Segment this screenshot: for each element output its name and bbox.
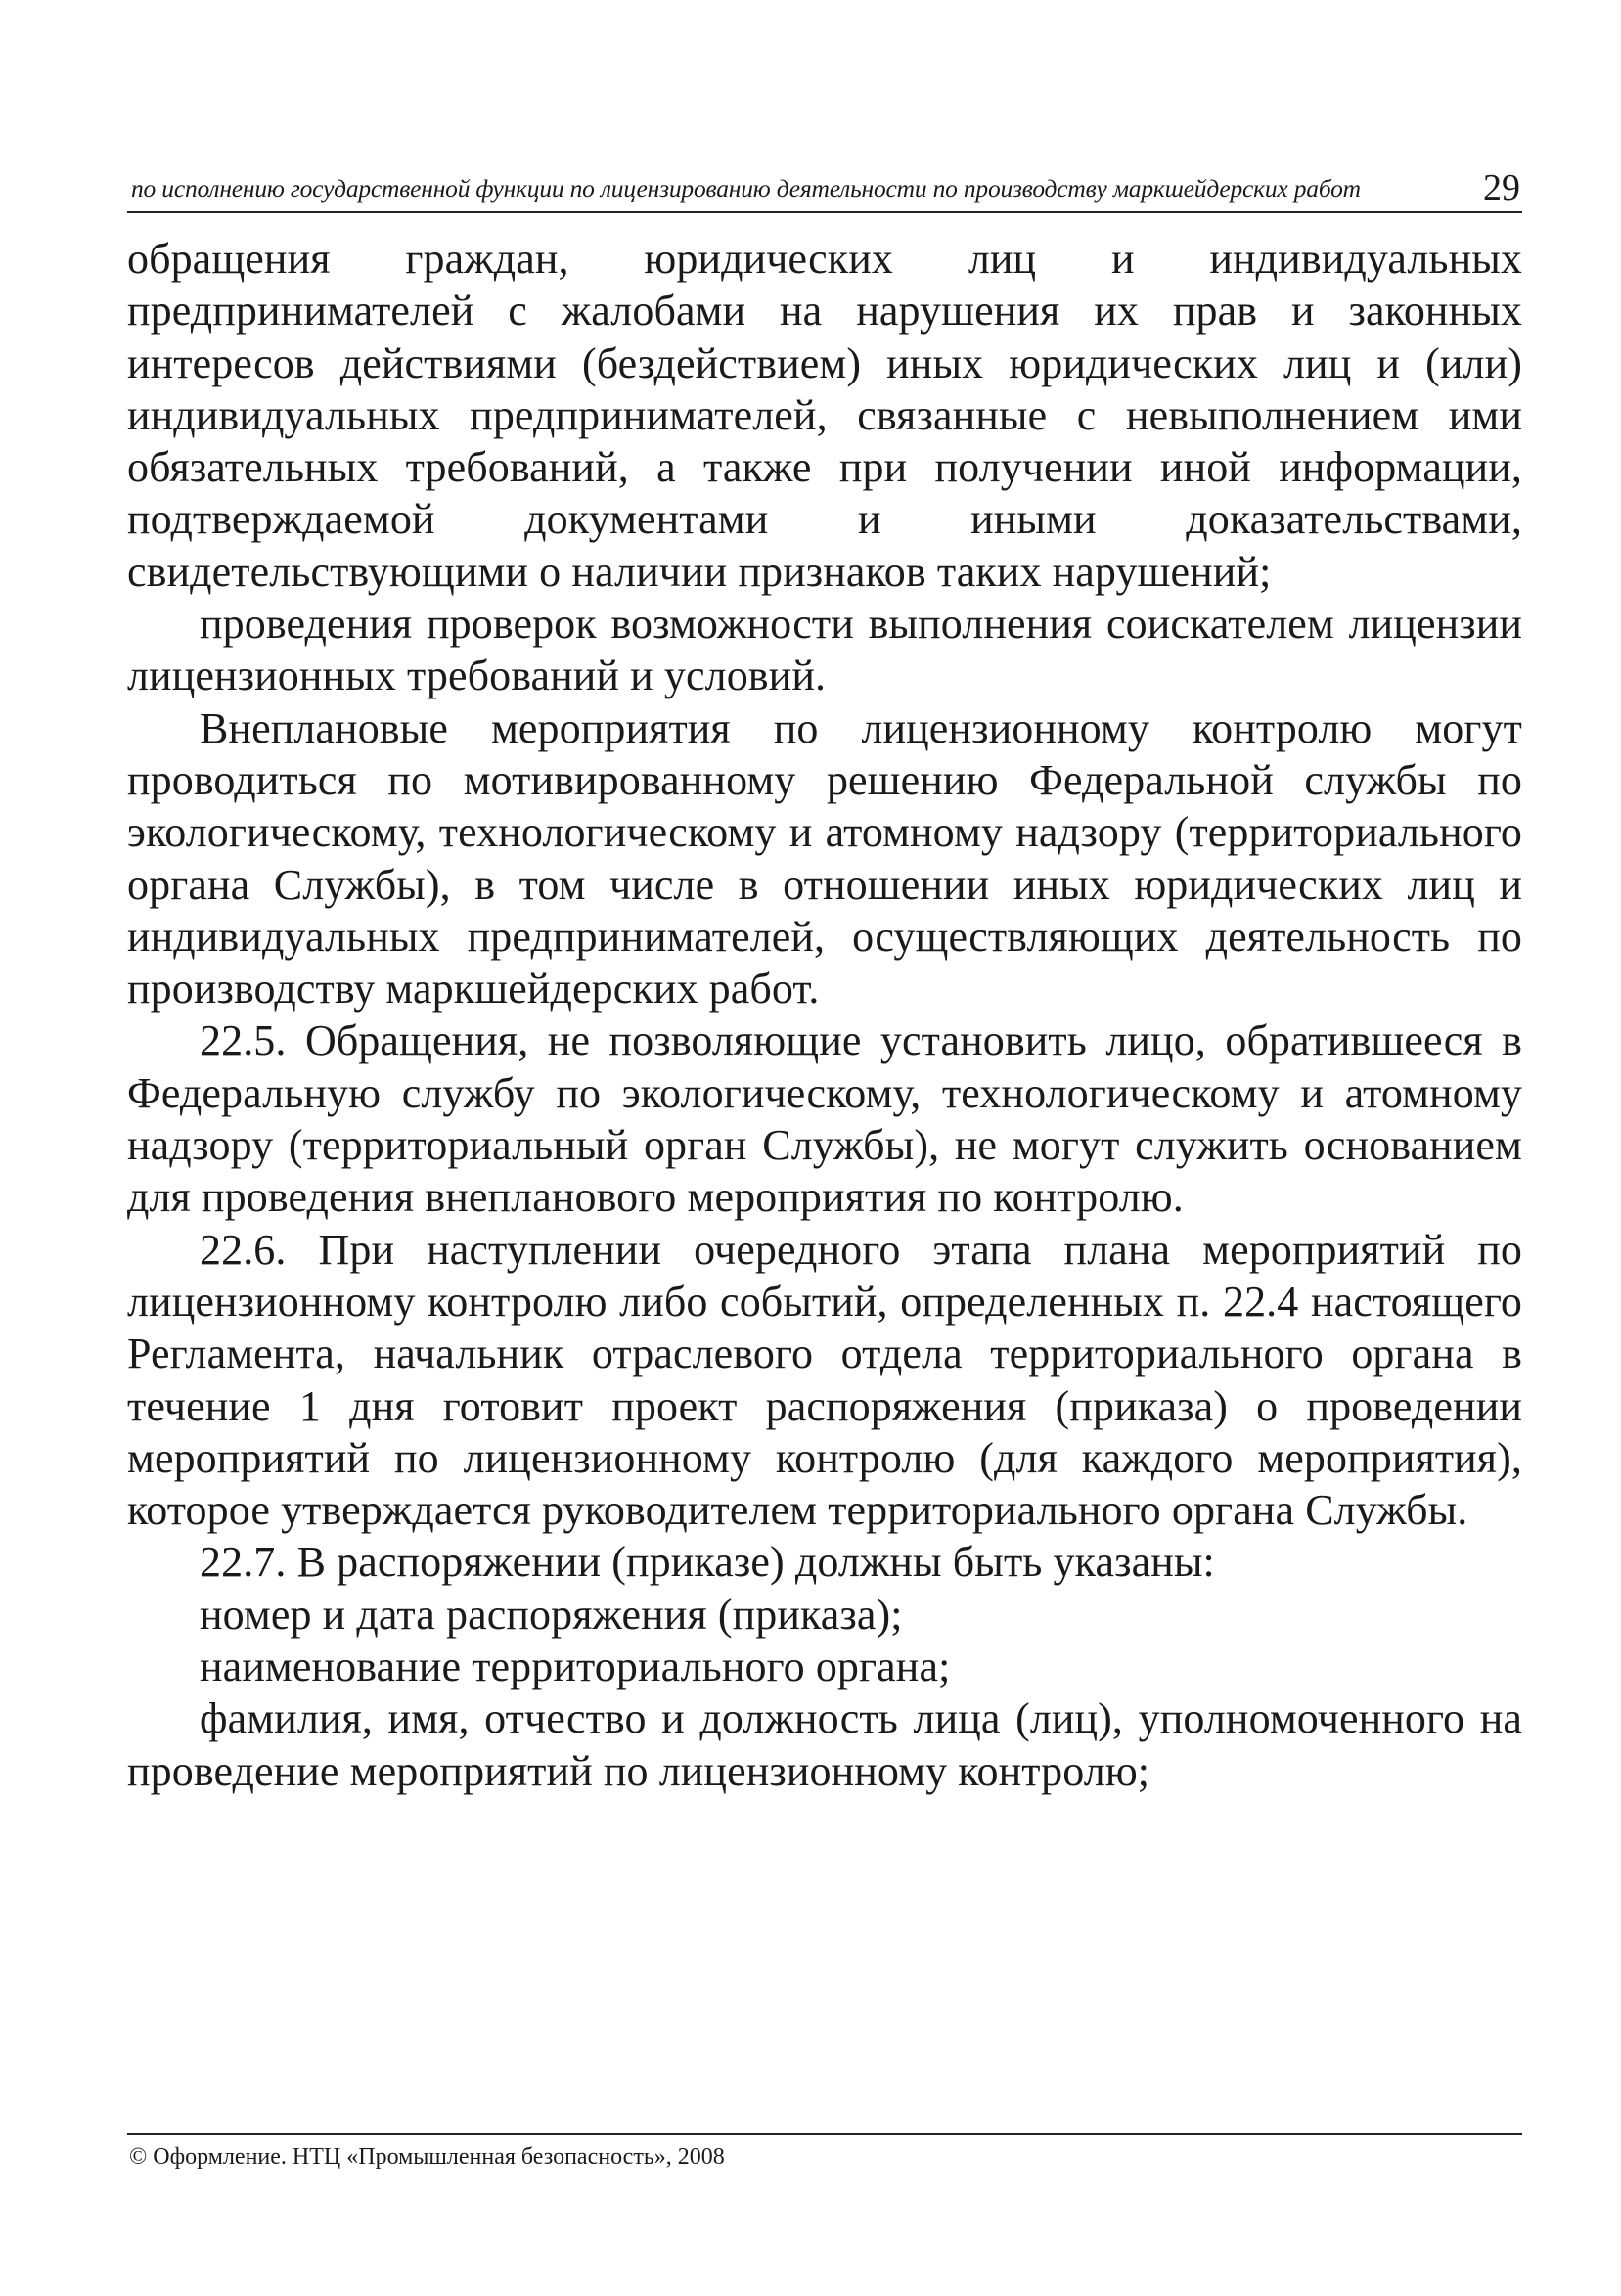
paragraph-22-5: 22.5. Обращения, не позволяющие установить лицо, обратившееся в Федеральную службу по экологическому, технологическому и атомному надзору (территориальный орган Службы), не могут служить основанием для проведения внепланового мероприятия по контролю. — [127, 1016, 1522, 1222]
list-item-order-number-date: номер и дата распоряжения (приказа); — [200, 1590, 903, 1639]
page-footer — [127, 2133, 1522, 2170]
page-number: 29 — [1483, 167, 1520, 208]
list-item-territorial-body-name: наименование территориального органа; — [200, 1643, 951, 1691]
paragraph-unscheduled-measures: Внеплановые мероприятия по лицензионному контролю могут проводиться по мотивированному решению Федеральной службы по экологическому, технологическому и атомному надзору (территориального органа Службы), в том числе в отношении иных юридических лиц и индивидуальных предпринимателей, осуществляющих деятельность по производству маркшейдерских работ. — [127, 703, 1522, 1013]
paragraph-22-6: 22.6. При наступлении очередного этапа плана мероприятий по лицензионному контролю либо событий, определенных п. 22.4 настоящего Регламента, начальник отраслевого отдела территориального органа в течение 1 дня готовит проект распоряжения (приказа) о проведении мероприятий по лицензионному контролю (для каждого мероприятия), которое утверждается руководителем территориального органа Службы. — [127, 1225, 1522, 1535]
footer-copyright: © Оформление. НТЦ «Промышленная безопасность», 2008 — [129, 2144, 725, 2170]
header-title: по исполнению государственной функции по лицензированию деятельности по производству маркшейдерских работ — [131, 174, 1361, 203]
paragraph-complaints: обращения граждан, юридических лиц и индивидуальных предпринимателей с жалобами на нарушения их прав и законных интересов действиями (бездействием) иных юридических лиц и (или) индивидуальных предпринимателей, связанные с невыполнением ими обязательных требований, а также при получении иной информации, подтверждаемой документами и иными доказательствами, свидетельствующими о наличии признаков таких нарушений; — [127, 235, 1522, 596]
running-header — [127, 162, 1522, 213]
body-text — [127, 233, 1522, 1797]
paragraph-license-checks: проведения проверок возможности выполнения соискателем лицензии лицензионных требований и условий. — [127, 600, 1522, 700]
list-item-authorized-person: фамилия, имя, отчество и должность лица (лиц), уполномоченного на проведение мероприятий по лицензионному контролю; — [127, 1694, 1522, 1795]
document-page — [127, 0, 1522, 2296]
paragraph-22-7: 22.7. В распоряжении (приказе) должны быть указаны: — [200, 1538, 1215, 1587]
